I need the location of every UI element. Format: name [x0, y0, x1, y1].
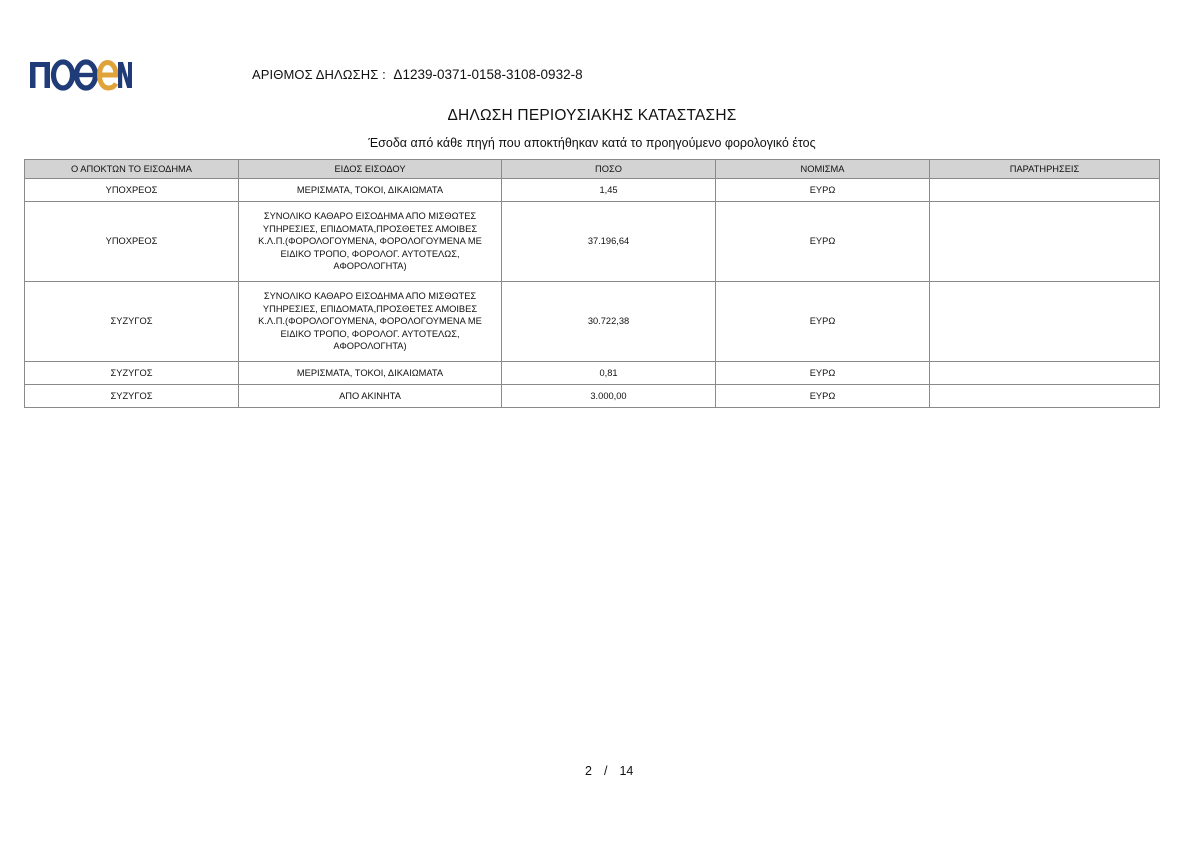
cell-amount: 30.722,38 — [502, 282, 716, 362]
cell-notes — [930, 362, 1160, 385]
cell-currency: ΕΥΡΩ — [716, 282, 930, 362]
cell-notes — [930, 282, 1160, 362]
total-pages: 14 — [619, 764, 634, 778]
cell-notes — [930, 179, 1160, 202]
column-header-income-type: ΕΙΔΟΣ ΕΙΣΟΔΟΥ — [239, 160, 502, 179]
cell-amount: 37.196,64 — [502, 202, 716, 282]
cell-amount: 1,45 — [502, 179, 716, 202]
cell-amount: 3.000,00 — [502, 385, 716, 408]
cell-currency: ΕΥΡΩ — [716, 362, 930, 385]
table-row — [25, 282, 1160, 362]
cell-currency: ΕΥΡΩ — [716, 385, 930, 408]
column-header-amount: ΠΟΣΟ — [502, 160, 716, 179]
cell-notes — [930, 202, 1160, 282]
table-header-row — [25, 160, 1160, 179]
table-row — [25, 202, 1160, 282]
cell-recipient: ΣΥΖΥΓΟΣ — [25, 282, 239, 362]
current-page: 2 — [585, 764, 592, 778]
cell-recipient: ΥΠΟΧΡΕΟΣ — [25, 202, 239, 282]
page-indicator — [585, 764, 633, 778]
column-header-notes: ΠΑΡΑΤΗΡΗΣΕΙΣ — [930, 160, 1160, 179]
cell-currency: ΕΥΡΩ — [716, 202, 930, 282]
cell-income-type: ΜΕΡΙΣΜΑΤΑ, ΤΟΚΟΙ, ΔΙΚΑΙΩΜΑΤΑ — [239, 362, 502, 385]
page-separator: / — [603, 764, 608, 778]
pothen-logo — [28, 58, 132, 94]
cell-currency: ΕΥΡΩ — [716, 179, 930, 202]
cell-recipient: ΥΠΟΧΡΕΟΣ — [25, 179, 239, 202]
cell-income-type: ΜΕΡΙΣΜΑΤΑ, ΤΟΚΟΙ, ΔΙΚΑΙΩΜΑΤΑ — [239, 179, 502, 202]
table-row — [25, 179, 1160, 202]
pothen-logo-mark — [28, 58, 132, 94]
cell-income-type: ΣΥΝΟΛΙΚΟ ΚΑΘΑΡΟ ΕΙΣΟΔΗΜΑ ΑΠΟ ΜΙΣΘΩΤΕΣ ΥΠΗΡΕΣΙΕΣ, ΕΠΙΔΟΜΑΤΑ,ΠΡΟΣΘΕΤΕΣ ΑΜΟΙΒΕΣ Κ.Λ.Π.(ΦΟΡΟΛΟΓΟΥΜΕΝΑ, ΦΟΡΟΛΟΓΟΥΜΕΝΑ ΜΕ ΕΙΔΙΚΟ ΤΡΟΠΟ, ΦΟΡΟΛΟΓ. ΑΥΤΟΤΕΛΩΣ, ΑΦΟΡΟΛΟΓΗΤΑ) — [239, 282, 502, 362]
document-title: ΔΗΛΩΣΗ ΠΕΡΙΟΥΣΙΑΚΗΣ ΚΑΤΑΣΤΑΣΗΣ — [447, 107, 737, 124]
cell-recipient: ΣΥΖΥΓΟΣ — [25, 385, 239, 408]
table-row — [25, 362, 1160, 385]
income-table — [24, 159, 1160, 408]
column-header-currency: ΝΟΜΙΣΜΑ — [716, 160, 930, 179]
column-header-recipient: Ο ΑΠΟΚΤΩΝ ΤΟ ΕΙΣΟΔΗΜΑ — [25, 160, 239, 179]
document-subtitle: Έσοδα από κάθε πηγή που αποκτήθηκαν κατά το προηγούμενο φορολογικό έτος — [368, 136, 816, 150]
declaration-number — [252, 67, 583, 82]
table-row — [25, 385, 1160, 408]
cell-recipient: ΣΥΖΥΓΟΣ — [25, 362, 239, 385]
cell-income-type: ΑΠΟ ΑΚΙΝΗΤΑ — [239, 385, 502, 408]
declaration-number-label: ΑΡΙΘΜΟΣ ΔΗΛΩΣΗΣ : — [252, 67, 386, 82]
declaration-number-value: Δ1239-0371-0158-3108-0932-8 — [393, 67, 583, 82]
cell-income-type: ΣΥΝΟΛΙΚΟ ΚΑΘΑΡΟ ΕΙΣΟΔΗΜΑ ΑΠΟ ΜΙΣΘΩΤΕΣ ΥΠΗΡΕΣΙΕΣ, ΕΠΙΔΟΜΑΤΑ,ΠΡΟΣΘΕΤΕΣ ΑΜΟΙΒΕΣ Κ.Λ.Π.(ΦΟΡΟΛΟΓΟΥΜΕΝΑ, ΦΟΡΟΛΟΓΟΥΜΕΝΑ ΜΕ ΕΙΔΙΚΟ ΤΡΟΠΟ, ΦΟΡΟΛΟΓ. ΑΥΤΟΤΕΛΩΣ, ΑΦΟΡΟΛΟΓΗΤΑ) — [239, 202, 502, 282]
cell-amount: 0,81 — [502, 362, 716, 385]
cell-notes — [930, 385, 1160, 408]
